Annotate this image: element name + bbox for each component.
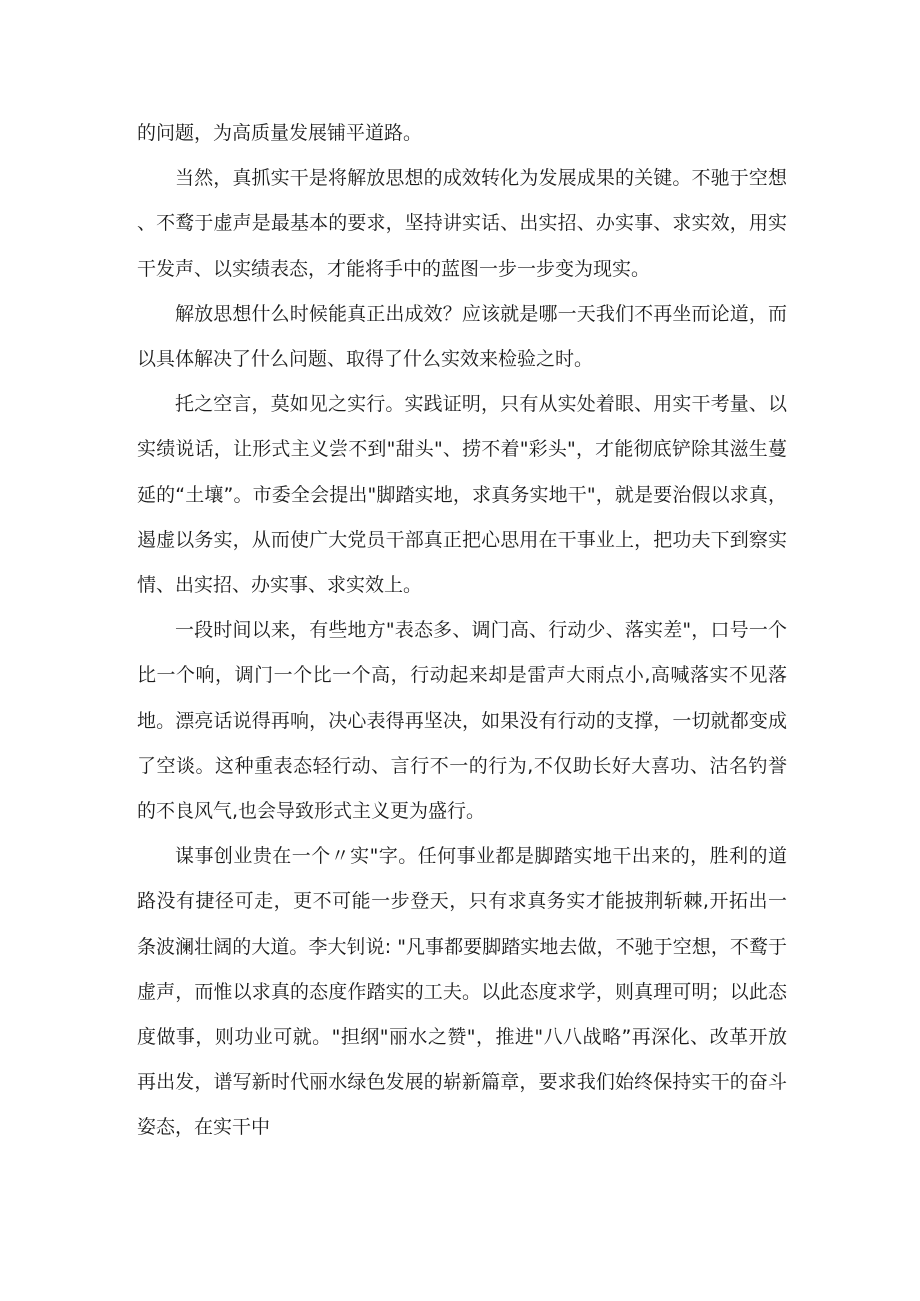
- paragraph-1: 当然，真抓实干是将解放思想的成效转化为发展成果的关键。不驰于空想、不鹜于虚声是最基本的要求，坚持讲实话、出实招、办实事、求实效，用实干发声、以实绩表态，才能将手中的蓝图一步一步变为现实。: [137, 167, 787, 280]
- paragraph-3: 托之空言，莫如见之实行。实践证明，只有从实处着眼、用实干考量、以实绩说话，让形式主义尝不到"甜头"、捞不着"彩头"，才能彻底铲除其滋生蔓延的“土壤”。市委全会提出"脚踏实地，求真务实地干"，就是要治假以求真，遏虚以务实，从而使广大党员干部真正把心思用在干事业上，把功夫下到察实情、出实招、办实事、求实效上。: [137, 393, 787, 597]
- paragraph-5: 谋事创业贵在一个〃实"字。任何事业都是脚踏实地干出来的，胜利的道路没有捷径可走，更不可能一步登天，只有求真务实才能披荆斩棘,开拓出一条波澜壮阔的大道。李大钊说: "凡事都要脚踏实地去做，不驰于空想，不鹜于虚声，而惟以求真的态度作踏实的工夫。以此态度求学，则真理可明；以此态度做事，则功业可就。"担纲"丽水之赞"，推进"八八战略”再深化、改革开放再出发，谱写新时代丽水绿色发展的崭新篇章，要求我们始终保持实干的奋斗姿态，在实干中: [137, 845, 787, 1139]
- paragraph-2: 解放思想什么时候能真正出成效？应该就是哪一天我们不再坐而论道，而以具体解决了什么问题、取得了什么实效来检验之时。: [137, 302, 787, 371]
- paragraph-continuation: 的问题，为高质量发展铺平道路。: [137, 122, 423, 144]
- document-body: [137, 111, 787, 1151]
- paragraph-4: 一段时间以来，有些地方"表态多、调门高、行动少、落实差"，口号一个比一个响，调门一个比一个高，行动起来却是雷声大雨点小,高喊落实不见落地。漂亮话说得再响，决心表得再坚决，如果没有行动的支撑，一切就都变成了空谈。这种重表态轻行动、言行不一的行为,不仅助长好大喜功、沽名钓誉的不良风气,也会导致形式主义更为盛行。: [137, 619, 787, 823]
